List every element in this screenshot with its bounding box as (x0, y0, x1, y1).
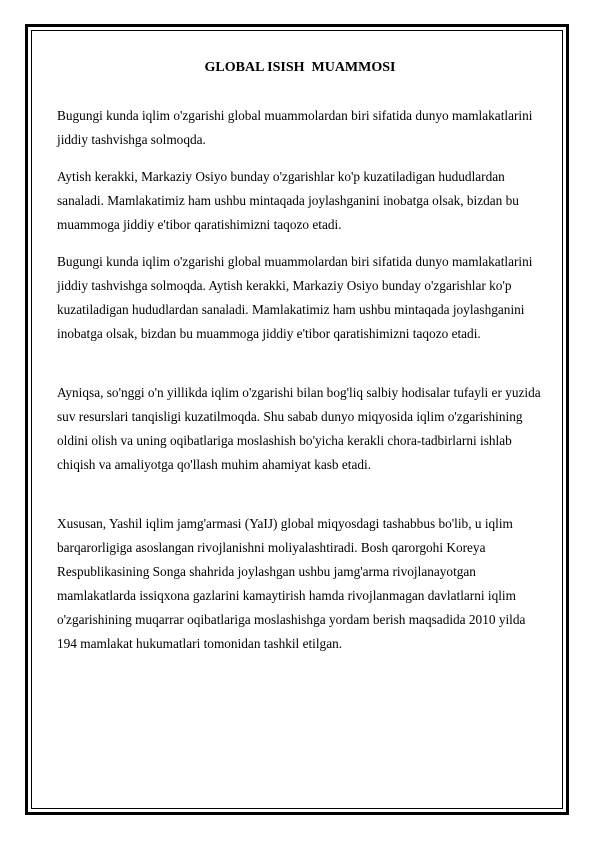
document-body (57, 58, 543, 656)
paragraph-spacer (57, 237, 543, 250)
paragraph-2: Aytish kerakki, Markaziy Osiyo bunday o'zgarishlar ko'p kuzatiladigan hududlardan sanaladi. Mamlakatimiz ham ushbu mintaqada joylashganini inobatga olsak, bizdan bu muammoga jiddiy e'tibor qaratishimizni taqozo etadi. (57, 169, 519, 232)
paragraph-1: Bugungi kunda iqlim o'zgarishi global muammolardan biri sifatida dunyo mamlakatlarini jiddiy tashvishga solmoqda. (57, 108, 533, 147)
paragraph-spacer (57, 346, 543, 381)
paragraph-4: Ayniqsa, so'nggi o'n yillikda iqlim o'zgarishi bilan bog'liq salbiy hodisalar tufayli er yuzida suv resurslari tanqisligi kuzatilmoqda. Shu sabab dunyo miqyosida iqlim o'zgarishining oldini olish va uning oqibatlariga moslashish bo'yicha kerakli chora-tadbirlarni ishlab chiqish va amaliyotga qo'llash muhim ahamiyat kasb etadi. (57, 385, 541, 472)
paragraph-3: Bugungi kunda iqlim o'zgarishi global muammolardan biri sifatida dunyo mamlakatlarini jiddiy tashvishga solmoqda. Aytish kerakki, Markaziy Osiyo bunday o'zgarishlar ko'p kuzatiladigan hududlardan sanaladi. Mamlakatimiz ham ushbu mintaqada joylashganini inobatga olsak, bizdan bu muammoga jiddiy e'tibor qaratishimizni taqozo etadi. (57, 254, 533, 341)
paragraph-spacer (57, 477, 543, 512)
paragraph-5: Xususan, Yashil iqlim jamg'armasi (YaIJ) global miqyosdagi tashabbus bo'lib, u iqlim barqarorligiga asoslangan rivojlanishni moliyalashtiradi. Bosh qarorgohi Koreya Respublikasining Songa shahrida joylashgan ushbu jamg'arma rivojlanayotgan mamlakatlarda issiqxona gazlarini kamaytirish hamda rivojlanmagan davlatlarni iqlim o'zgarishining muqarrar oqibatlariga moslashishga yordam berish maqsadida 2010 yilda 194 mamlakat hukumatlari tomonidan tashkil etilgan. (57, 516, 526, 651)
document-title: GLOBAL ISISH MUAMMOSI (204, 60, 396, 75)
paragraph-spacer (57, 152, 543, 165)
